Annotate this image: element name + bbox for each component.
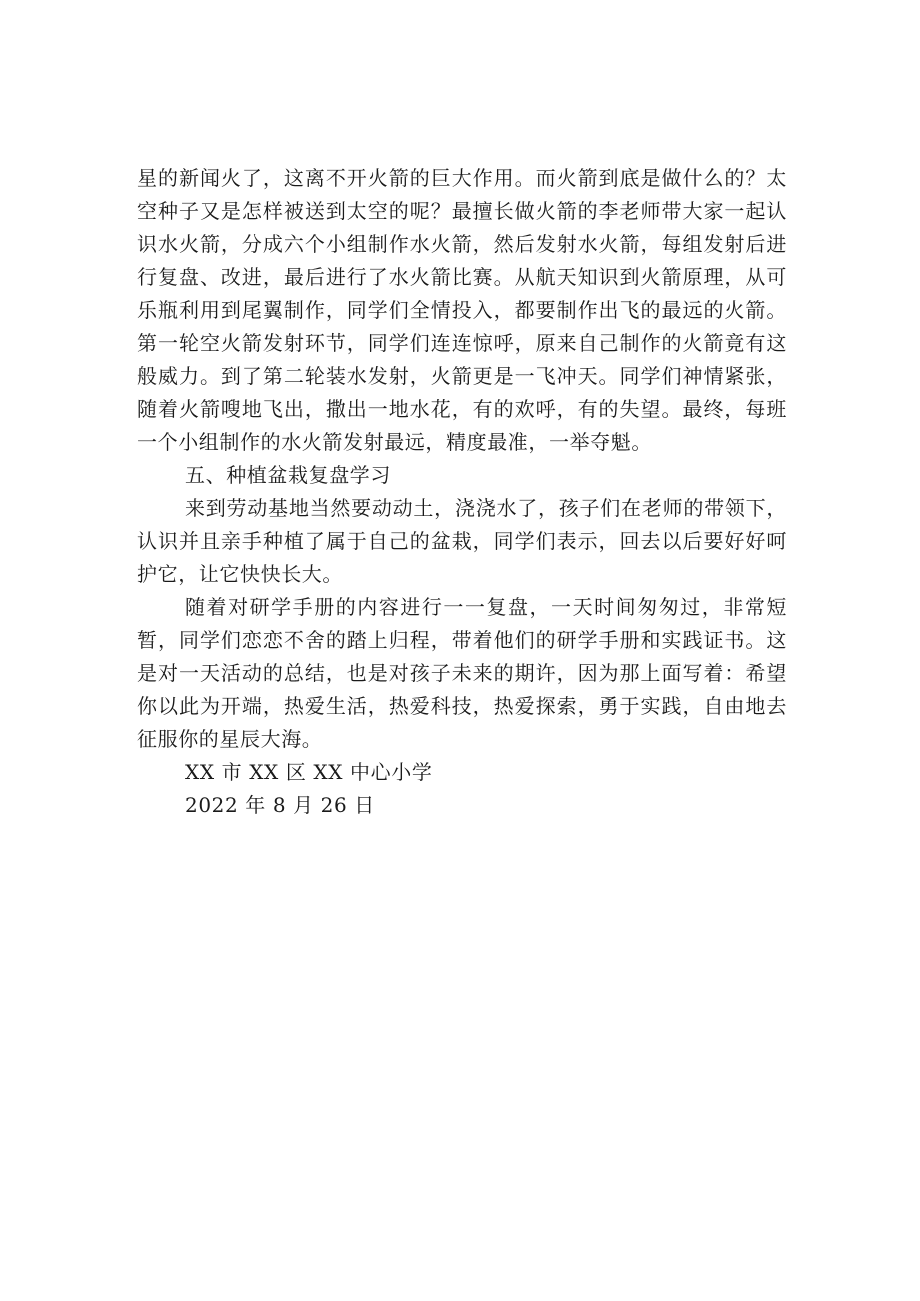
section-heading-planting: 五、种植盆栽复盘学习 xyxy=(185,463,391,487)
paragraph-water-rocket: 星的新闻火了，这离不开火箭的巨大作用。而火箭到底是做什么的？太空种子又是怎样被送到太空的呢？最擅长做火箭的李老师带大家一起认识水火箭，分成六个小组制作水火箭，然后发射水火箭，每组发射后进行复盘、改进，最后进行了水火箭比赛。从航天知识到火箭原理，从可乐瓶利用到尾翼制作，同学们全情投入，都要制作出飞的最远的火箭。第一轮空火箭发射环节，同学们连连惊呼，原来自己制作的火箭竟有这般威力。到了第二轮装水发射，火箭更是一飞冲天。同学们神情紧张，随着火箭嗖地飞出，撒出一地水花，有的欢呼，有的失望。最终，每班一个小组制作的水火箭发射最远，精度最准，一举夺魁。 xyxy=(137,166,787,454)
paragraph-planting: 来到劳动基地当然要动动土，浇浇水了，孩子们在老师的带领下，认识并且亲手种植了属于自己的盆栽，同学们表示，回去以后要好好呵护它，让它快快长大。 xyxy=(137,496,787,586)
signature-school: XX 市 XX 区 XX 中心小学 xyxy=(185,760,433,784)
document-body xyxy=(137,162,787,822)
paragraph-review-summary: 随着对研学手册的内容进行一一复盘，一天时间匆匆过，非常短暂，同学们恋恋不舍的踏上归程，带着他们的研学手册和实践证书。这是对一天活动的总结，也是对孩子未来的期许，因为那上面写着：希望你以此为开端，热爱生活，热爱科技，热爱探索，勇于实践，自由地去征服你的星辰大海。 xyxy=(137,595,787,751)
signature-date: 2022 年 8 月 26 日 xyxy=(185,793,375,817)
